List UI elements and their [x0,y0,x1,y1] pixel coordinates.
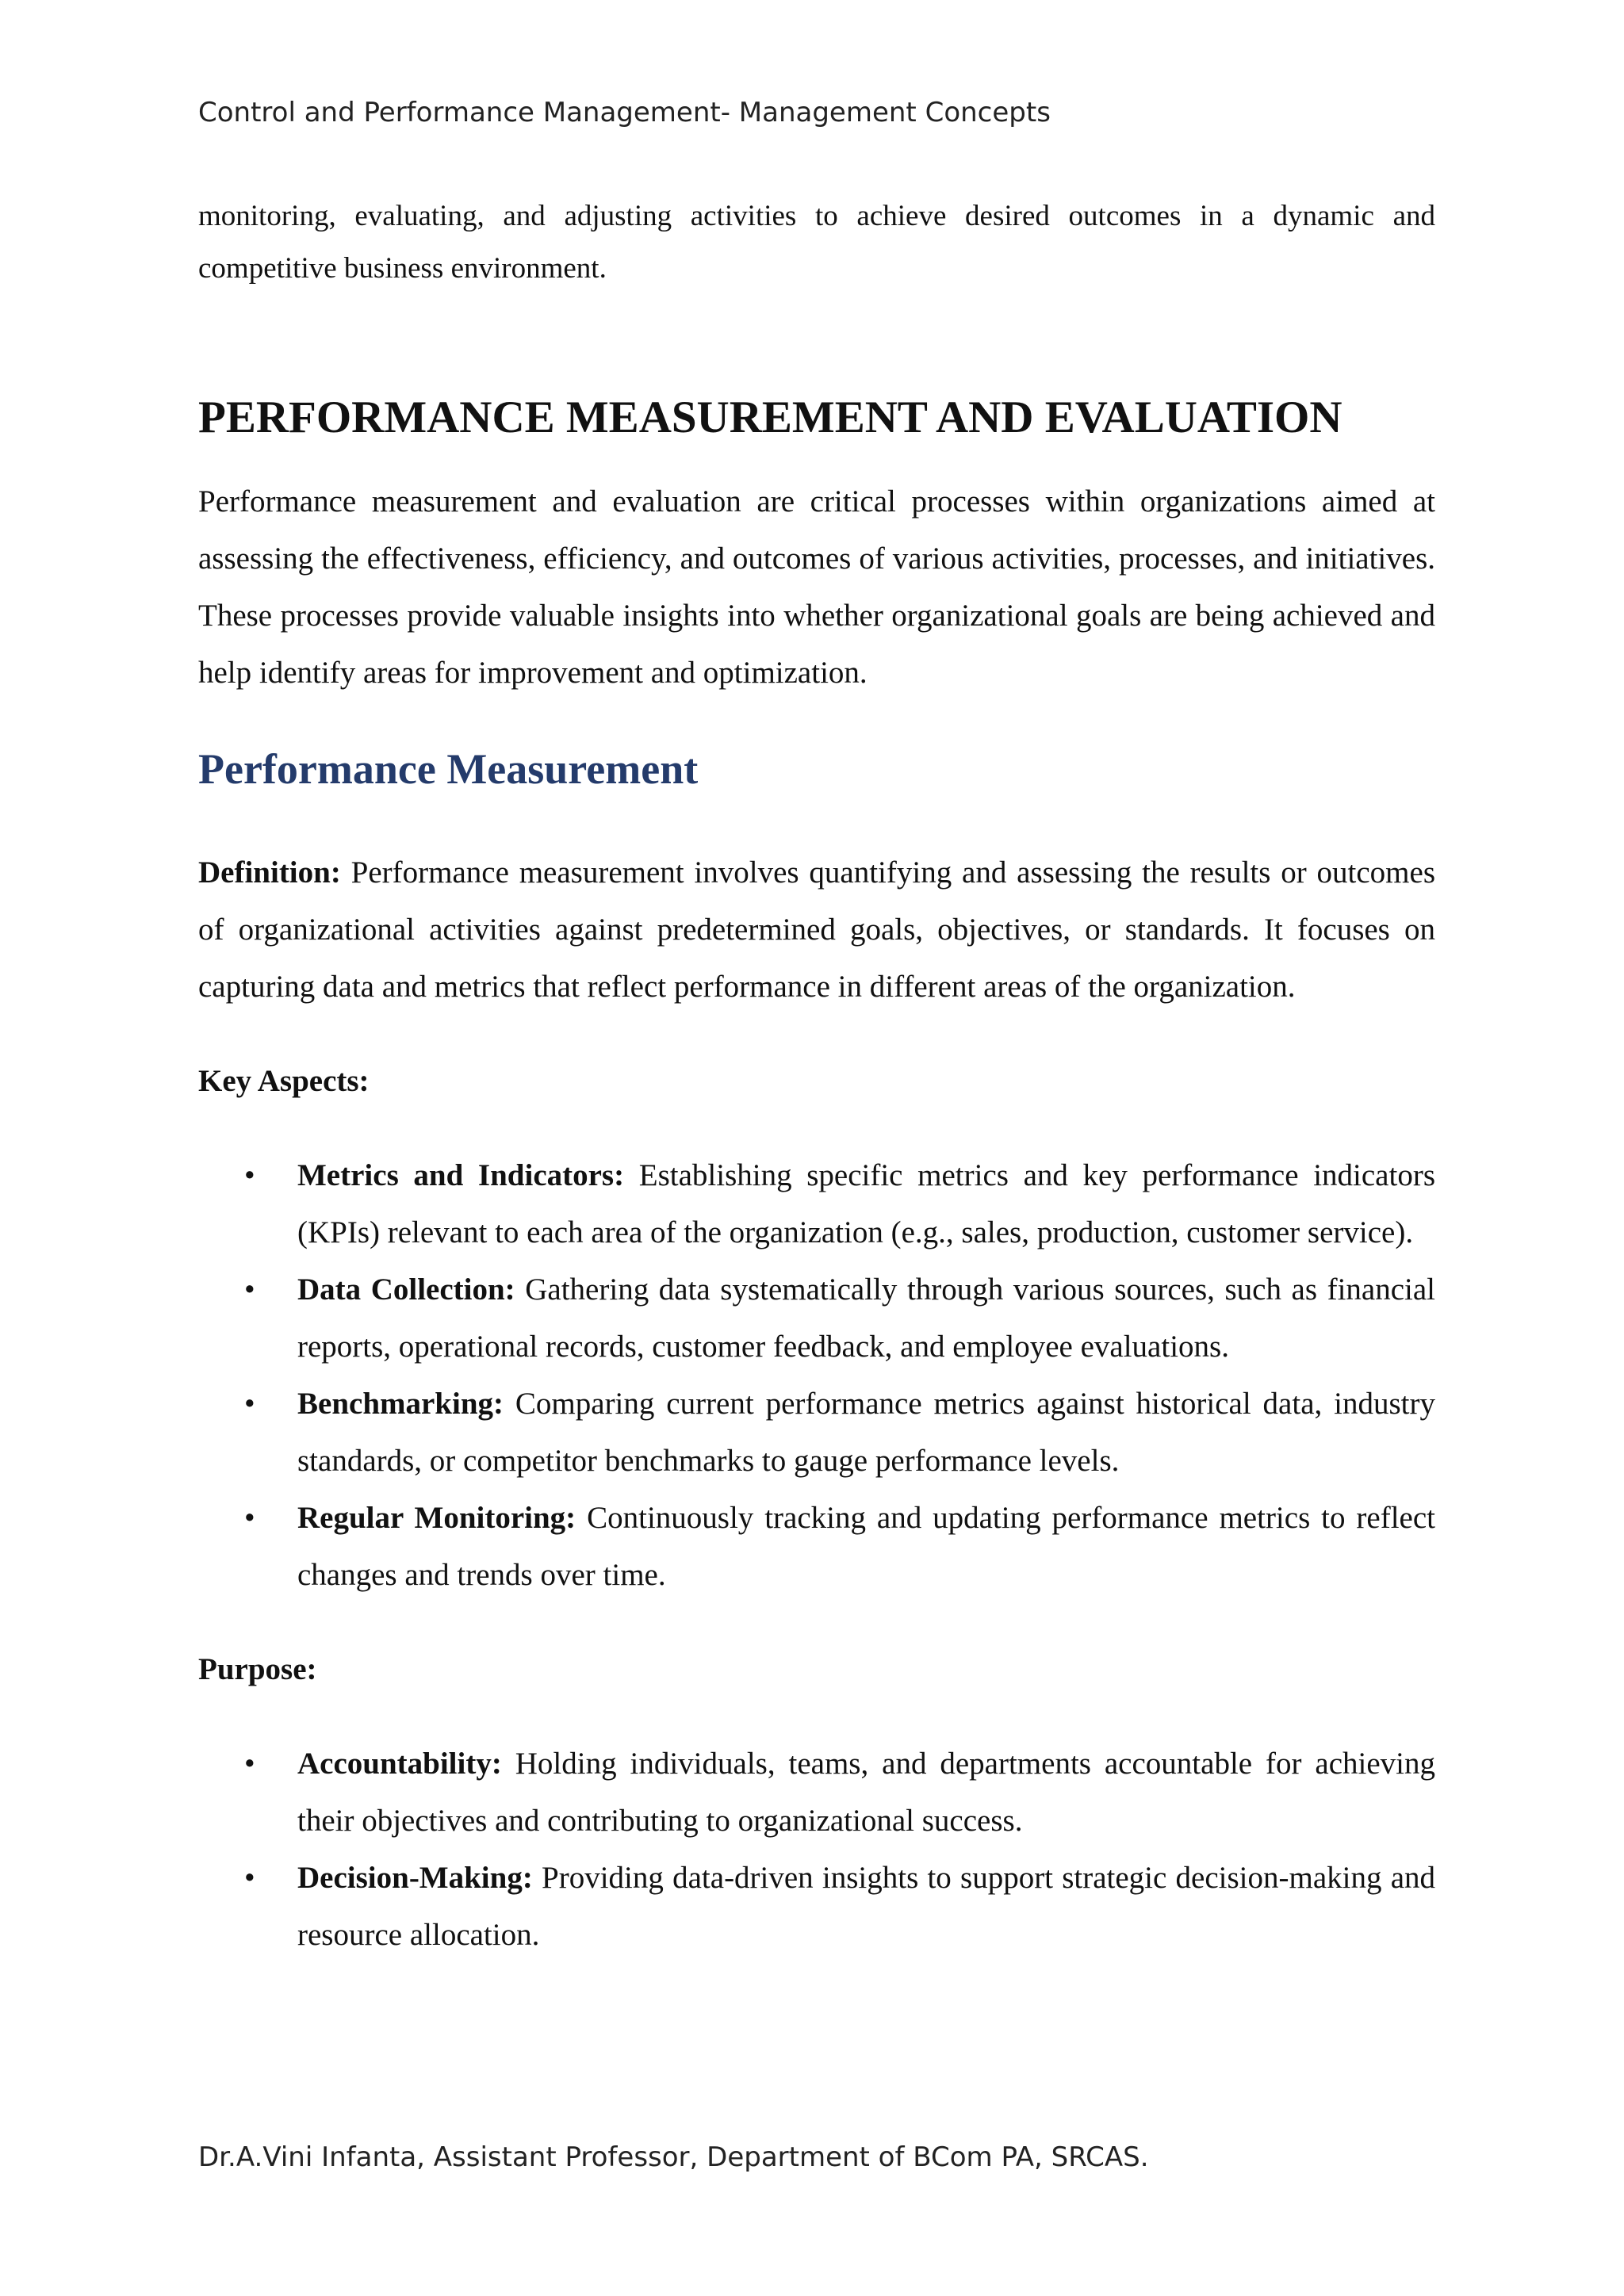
list-item-term: Accountability: [297,1747,502,1781]
bullet-icon: • [244,1747,255,1781]
list-item [198,1735,1435,1850]
definition-term: Definition: [198,855,341,890]
key-aspects-list [198,1147,1435,1604]
lead-paragraph: monitoring, evaluating, and adjusting activities to achieve desired outcomes in a dynamic and competitive business environment. [198,200,1435,285]
bullet-icon: • [244,1272,255,1307]
list-item-text: Holding individuals, teams, and departments accountable for achieving their objectives and contributing to organizational success. [297,1747,1436,1838]
document-body [198,190,1435,1964]
list-item-text: Gathering data systematically through various sources, such as financial reports, operational records, customer feedback, and employee evaluations. [297,1272,1436,1364]
list-item [198,1261,1435,1376]
section-heading: Performance Measurement [198,745,699,793]
bullet-icon: • [244,1387,255,1421]
list-item-text: Comparing current performance metrics against historical data, industry standards, or competitor benchmarks to gauge performance levels. [297,1387,1435,1478]
definition-text: Performance measurement involves quantifying and assessing the results or outcomes of organizational activities against predetermined goals, objectives, or standards. It focuses on capturing data and metrics that reflect performance in different areas of the organization. [198,855,1436,1004]
list-item [198,1376,1435,1490]
list-item [198,1490,1435,1604]
purpose-label: Purpose: [198,1652,317,1686]
page-footer: Dr.A.Vini Infanta, Assistant Professor, Department of BCom PA, SRCAS. [198,2141,1149,2173]
intro-paragraph: Performance measurement and evaluation are critical processes within organizations aimed at assessing the effectiveness, efficiency, and outcomes of various activities, processes, and initiatives. These processes provide valuable insights into whether organizational goals are being achieved and help identify areas for improvement and optimization. [198,484,1435,690]
list-item-term: Decision-Making: [297,1861,533,1895]
list-item-term: Benchmarking: [297,1387,504,1421]
list-item-text: Providing data-driven insights to support strategic decision-making and resource allocation. [297,1861,1436,1952]
main-heading: PERFORMANCE MEASUREMENT AND EVALUATION [198,392,1342,442]
list-item-term: Data Collection: [297,1272,515,1307]
list-item-text: Continuously tracking and updating performance metrics to reflect changes and trends over time. [297,1501,1435,1592]
page-header: Control and Performance Management- Management Concepts [198,97,1051,128]
list-item-term: Metrics and Indicators: [297,1158,625,1192]
list-item [198,1850,1435,1964]
definition-paragraph [198,844,1435,1016]
purpose-list [198,1735,1435,1964]
key-aspects-label: Key Aspects: [198,1064,370,1098]
bullet-icon: • [244,1861,255,1895]
bullet-icon: • [244,1501,255,1535]
list-item-term: Regular Monitoring: [297,1501,576,1535]
bullet-icon: • [244,1158,255,1192]
list-item [198,1147,1435,1261]
list-item-text: Establishing specific metrics and key performance indicators (KPIs) relevant to each area of the organization (e.g., sales, production, customer service). [297,1158,1435,1249]
